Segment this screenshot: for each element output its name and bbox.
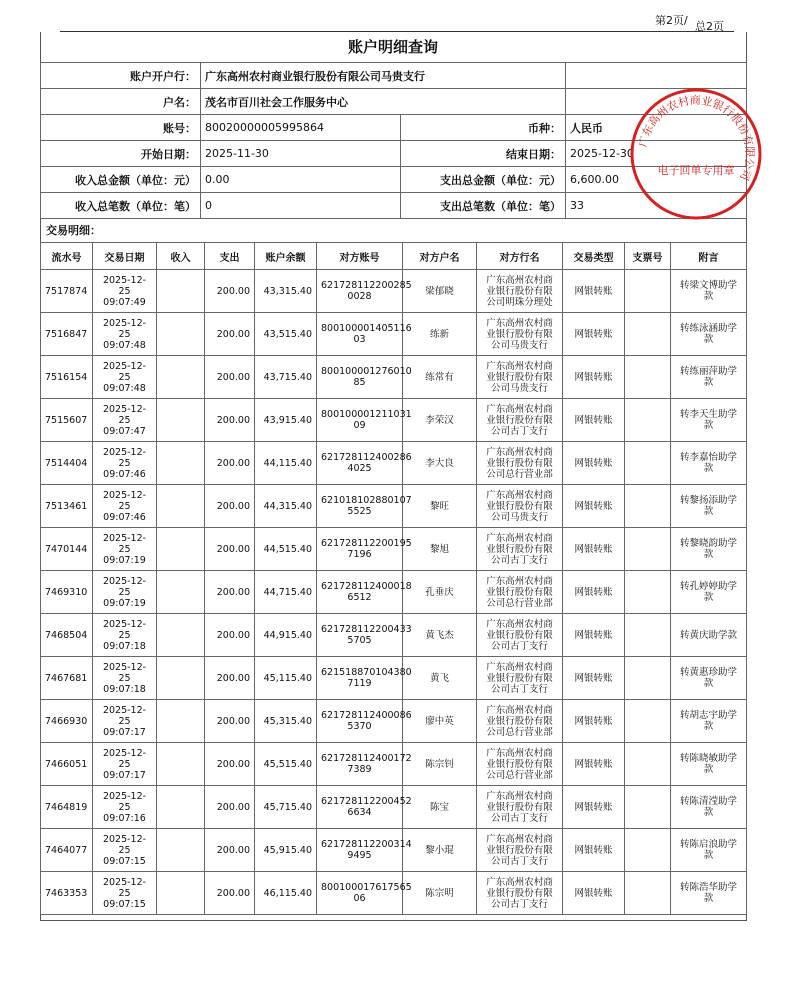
- counterparty-account: 621728112200195 7196: [317, 528, 403, 571]
- counterparty-account: 621018102880107 5525: [317, 485, 403, 528]
- counterparty-account: 621728112400286 4025: [317, 442, 403, 485]
- trade-date: 2025-12-25 09:07:46: [93, 442, 157, 485]
- transaction-type: 网银转账: [563, 528, 625, 571]
- transaction-type: 网银转账: [563, 700, 625, 743]
- expense-total-label: 支出总金额（单位：元）: [401, 167, 566, 193]
- counterparty-bank: 广东高州农村商 业银行股份有限 公司古丁支行: [477, 872, 563, 915]
- counterparty-name: 梁郁晓: [403, 270, 477, 313]
- transaction-type: 网银转账: [563, 270, 625, 313]
- memo: 转陈晓敏助学 款: [671, 743, 747, 786]
- trade-date: 2025-12-25 09:07:16: [93, 786, 157, 829]
- trade-date: 2025-12-25 09:07:46: [93, 485, 157, 528]
- counterparty-bank: 广东高州农村商 业银行股份有限 公司古丁支行: [477, 657, 563, 700]
- end-date-label: 结束日期：: [401, 141, 566, 167]
- cheque-no: [625, 657, 671, 700]
- income-amount: [157, 829, 205, 872]
- transaction-type: 网银转账: [563, 614, 625, 657]
- account-name-label: 户名：: [41, 89, 201, 115]
- trade-date: 2025-12-25 09:07:15: [93, 829, 157, 872]
- opening-bank-label: 账户开户行：: [41, 63, 201, 89]
- balance: 45,315.40: [255, 700, 317, 743]
- balance: 44,915.40: [255, 614, 317, 657]
- serial-no: 7466930: [41, 700, 93, 743]
- expense-amount: 200.00: [205, 356, 255, 399]
- serial-no: 7468504: [41, 614, 93, 657]
- counterparty-bank: 广东高州农村商 业银行股份有限 公司古丁支行: [477, 399, 563, 442]
- balance: 45,515.40: [255, 743, 317, 786]
- column-header: 附言: [671, 243, 747, 270]
- memo: 转练丽萍助学 款: [671, 356, 747, 399]
- expense-amount: 200.00: [205, 485, 255, 528]
- counterparty-name: 李荣汉: [403, 399, 477, 442]
- table-row: [41, 872, 747, 915]
- balance: 43,315.40: [255, 270, 317, 313]
- current-page: 第2页/: [655, 14, 688, 27]
- serial-no: 7466051: [41, 743, 93, 786]
- table-row: [41, 356, 747, 399]
- trade-date: 2025-12-25 09:07:48: [93, 356, 157, 399]
- table-row: [41, 786, 747, 829]
- counterparty-account: 800100001405116 03: [317, 313, 403, 356]
- trade-date: 2025-12-25 09:07:17: [93, 743, 157, 786]
- table-row: [41, 270, 747, 313]
- expense-amount: 200.00: [205, 829, 255, 872]
- serial-no: 7467681: [41, 657, 93, 700]
- memo: 转黎晓韵助学 款: [671, 528, 747, 571]
- income-amount: [157, 786, 205, 829]
- trade-date: 2025-12-25 09:07:48: [93, 313, 157, 356]
- counterparty-name: 黄飞杰: [403, 614, 477, 657]
- memo: 转梁文博助学 款: [671, 270, 747, 313]
- column-header: 账户余额: [255, 243, 317, 270]
- memo: 转练泳涵助学 款: [671, 313, 747, 356]
- transaction-type: 网银转账: [563, 313, 625, 356]
- memo: 转黎扬添助学 款: [671, 485, 747, 528]
- income-total-label: 收入总金额（单位：元）: [41, 167, 201, 193]
- counterparty-account: 621728112200433 5705: [317, 614, 403, 657]
- transaction-type: 网银转账: [563, 399, 625, 442]
- counterparty-name: 黄飞: [403, 657, 477, 700]
- column-header: 交易日期: [93, 243, 157, 270]
- counterparty-account: 621728112400172 7389: [317, 743, 403, 786]
- expense-total-value: 6,600.00: [566, 167, 747, 193]
- table-row: [41, 313, 747, 356]
- counterparty-bank: 广东高州农村商 业银行股份有限 公司古丁支行: [477, 614, 563, 657]
- memo: 转陈浩华助学 款: [671, 872, 747, 915]
- table-row: [41, 528, 747, 571]
- transaction-type: 网银转账: [563, 571, 625, 614]
- stamp-ring-text: 广东高州农村商业银行股份有限公司: [636, 93, 757, 183]
- currency-label: 币种：: [401, 115, 566, 141]
- cheque-no: [625, 571, 671, 614]
- counterparty-bank: 广东高州农村商 业银行股份有限 公司总行营业部: [477, 571, 563, 614]
- counterparty-name: 黎旺: [403, 485, 477, 528]
- balance: 43,715.40: [255, 356, 317, 399]
- expense-amount: 200.00: [205, 399, 255, 442]
- cheque-no: [625, 872, 671, 915]
- serial-no: 7464077: [41, 829, 93, 872]
- counterparty-bank: 广东高州农村商 业银行股份有限 公司古丁支行: [477, 829, 563, 872]
- counterparty-bank: 广东高州农村商 业银行股份有限 公司马贵支行: [477, 356, 563, 399]
- serial-no: 7463353: [41, 872, 93, 915]
- expense-amount: 200.00: [205, 313, 255, 356]
- counterparty-name: 陈宗明: [403, 872, 477, 915]
- cheque-no: [625, 442, 671, 485]
- income-amount: [157, 614, 205, 657]
- counterparty-account: 800100001276010 85: [317, 356, 403, 399]
- counterparty-bank: 广东高州农村商 业银行股份有限 公司总行营业部: [477, 442, 563, 485]
- cheque-no: [625, 485, 671, 528]
- balance: 43,915.40: [255, 399, 317, 442]
- counterparty-account: 800100017617565 06: [317, 872, 403, 915]
- trade-date: 2025-12-25 09:07:18: [93, 614, 157, 657]
- cheque-no: [625, 829, 671, 872]
- memo: 转陈清滢助学 款: [671, 786, 747, 829]
- counterparty-account: 621728112200452 6634: [317, 786, 403, 829]
- cheque-no: [625, 356, 671, 399]
- end-date-value: 2025-12-30: [566, 141, 747, 167]
- counterparty-bank: 广东高州农村商 业银行股份有限 公司马贵支行: [477, 313, 563, 356]
- expense-amount: 200.00: [205, 270, 255, 313]
- transaction-table: [40, 242, 747, 915]
- serial-no: 7514404: [41, 442, 93, 485]
- transaction-type: 网银转账: [563, 786, 625, 829]
- counterparty-bank: 广东高州农村商 业银行股份有限 公司总行营业部: [477, 700, 563, 743]
- trade-date: 2025-12-25 09:07:47: [93, 399, 157, 442]
- trade-date: 2025-12-25 09:07:49: [93, 270, 157, 313]
- balance: 46,115.40: [255, 872, 317, 915]
- expense-amount: 200.00: [205, 743, 255, 786]
- counterparty-account: 800100001211031 09: [317, 399, 403, 442]
- balance: 44,115.40: [255, 442, 317, 485]
- column-header: 支票号: [625, 243, 671, 270]
- cheque-no: [625, 700, 671, 743]
- table-row: [41, 614, 747, 657]
- expense-count-label: 支出总笔数（单位：笔）: [401, 193, 566, 219]
- trade-date: 2025-12-25 09:07:15: [93, 872, 157, 915]
- income-amount: [157, 700, 205, 743]
- cheque-no: [625, 614, 671, 657]
- balance: 44,715.40: [255, 571, 317, 614]
- column-header: 交易类型: [563, 243, 625, 270]
- income-amount: [157, 442, 205, 485]
- counterparty-name: 黎旭: [403, 528, 477, 571]
- column-header: 收入: [157, 243, 205, 270]
- table-row: [41, 700, 747, 743]
- column-header: 对方户名: [403, 243, 477, 270]
- bank-seal-stamp: [628, 86, 764, 222]
- serial-no: 7516847: [41, 313, 93, 356]
- income-amount: [157, 485, 205, 528]
- counterparty-bank: 广东高州农村商 业银行股份有限 公司古丁支行: [477, 786, 563, 829]
- currency-value: 人民币: [566, 115, 747, 141]
- column-header: 流水号: [41, 243, 93, 270]
- transaction-type: 网银转账: [563, 872, 625, 915]
- memo: 转李天生助学 款: [671, 399, 747, 442]
- cheque-no: [625, 528, 671, 571]
- start-date-value: 2025-11-30: [201, 141, 401, 167]
- memo: 转孔婷婷助学 款: [671, 571, 747, 614]
- serial-no: 7517874: [41, 270, 93, 313]
- total-pages: 总2页: [695, 20, 724, 33]
- balance: 45,915.40: [255, 829, 317, 872]
- income-total-value: 0.00: [201, 167, 401, 193]
- cheque-no: [625, 313, 671, 356]
- counterparty-name: 黎小琨: [403, 829, 477, 872]
- expense-amount: 200.00: [205, 528, 255, 571]
- counterparty-bank: 广东高州农村商 业银行股份有限 公司明珠分理处: [477, 270, 563, 313]
- income-amount: [157, 356, 205, 399]
- memo: 转黄庆助学款: [671, 614, 747, 657]
- serial-no: 7515607: [41, 399, 93, 442]
- account-no-value: 80020000005995864: [201, 115, 401, 141]
- table-row: [41, 571, 747, 614]
- counterparty-name: 陈宝: [403, 786, 477, 829]
- transaction-type: 网银转账: [563, 442, 625, 485]
- counterparty-account: 621728112200314 9495: [317, 829, 403, 872]
- income-amount: [157, 528, 205, 571]
- expense-amount: 200.00: [205, 700, 255, 743]
- balance: 44,515.40: [255, 528, 317, 571]
- serial-no: 7513461: [41, 485, 93, 528]
- table-row: [41, 485, 747, 528]
- cheque-no: [625, 786, 671, 829]
- stamp-center-text: 电子回单专用章: [657, 164, 735, 177]
- stamp-outer-ring: [632, 90, 760, 218]
- expense-amount: 200.00: [205, 786, 255, 829]
- expense-amount: 200.00: [205, 614, 255, 657]
- trade-date: 2025-12-25 09:07:18: [93, 657, 157, 700]
- transaction-type: 网银转账: [563, 743, 625, 786]
- cheque-no: [625, 743, 671, 786]
- counterparty-name: 练常有: [403, 356, 477, 399]
- transaction-header-row: [41, 243, 747, 270]
- income-amount: [157, 399, 205, 442]
- transaction-type: 网银转账: [563, 485, 625, 528]
- table-row: [41, 399, 747, 442]
- table-row: [41, 743, 747, 786]
- income-amount: [157, 872, 205, 915]
- income-amount: [157, 657, 205, 700]
- expense-count-value: 33: [566, 193, 747, 219]
- counterparty-name: 练新: [403, 313, 477, 356]
- income-amount: [157, 743, 205, 786]
- memo: 转李嘉怡助学 款: [671, 442, 747, 485]
- column-header: 对方账号: [317, 243, 403, 270]
- expense-amount: 200.00: [205, 571, 255, 614]
- table-row: [41, 442, 747, 485]
- counterparty-account: 621728112400018 6512: [317, 571, 403, 614]
- income-amount: [157, 313, 205, 356]
- counterparty-bank: 广东高州农村商 业银行股份有限 公司总行营业部: [477, 743, 563, 786]
- income-count-label: 收入总笔数（单位：笔）: [41, 193, 201, 219]
- serial-no: 7470144: [41, 528, 93, 571]
- memo: 转陈启浪助学 款: [671, 829, 747, 872]
- counterparty-account: 621728112400086 5370: [317, 700, 403, 743]
- account-name-value: 茂名市百川社会工作服务中心: [201, 89, 566, 115]
- cheque-no: [625, 399, 671, 442]
- trade-date: 2025-12-25 09:07:17: [93, 700, 157, 743]
- memo: 转胡志宇助学 款: [671, 700, 747, 743]
- transaction-type: 网银转账: [563, 657, 625, 700]
- page-title: 账户明细查询: [40, 32, 746, 63]
- counterparty-bank: 广东高州农村商 业银行股份有限 公司古丁支行: [477, 528, 563, 571]
- counterparty-name: 李大良: [403, 442, 477, 485]
- counterparty-name: 孔垂庆: [403, 571, 477, 614]
- serial-no: 7516154: [41, 356, 93, 399]
- balance: 45,715.40: [255, 786, 317, 829]
- table-row: [41, 657, 747, 700]
- balance: 45,115.40: [255, 657, 317, 700]
- account-no-label: 账号：: [41, 115, 201, 141]
- cheque-no: [625, 270, 671, 313]
- expense-amount: 200.00: [205, 872, 255, 915]
- income-amount: [157, 270, 205, 313]
- counterparty-account: 621518870104380 7119: [317, 657, 403, 700]
- counterparty-bank: 广东高州农村商 业银行股份有限 公司马贵支行: [477, 485, 563, 528]
- balance: 44,315.40: [255, 485, 317, 528]
- transaction-type: 网银转账: [563, 829, 625, 872]
- counterparty-name: 廖中英: [403, 700, 477, 743]
- counterparty-account: 621728112200285 0028: [317, 270, 403, 313]
- table-row: [41, 829, 747, 872]
- transaction-detail-heading: 交易明细：: [46, 224, 101, 237]
- memo: 转黄惠珍助学 款: [671, 657, 747, 700]
- expense-amount: 200.00: [205, 442, 255, 485]
- start-date-label: 开始日期：: [41, 141, 201, 167]
- opening-bank-value: 广东高州农村商业银行股份有限公司马贵支行: [201, 63, 566, 89]
- balance: 43,515.40: [255, 313, 317, 356]
- expense-amount: 200.00: [205, 657, 255, 700]
- income-amount: [157, 571, 205, 614]
- column-header: 支出: [205, 243, 255, 270]
- trade-date: 2025-12-25 09:07:19: [93, 571, 157, 614]
- trade-date: 2025-12-25 09:07:19: [93, 528, 157, 571]
- counterparty-name: 陈宗钊: [403, 743, 477, 786]
- column-header: 对方行名: [477, 243, 563, 270]
- transaction-type: 网银转账: [563, 356, 625, 399]
- serial-no: 7464819: [41, 786, 93, 829]
- serial-no: 7469310: [41, 571, 93, 614]
- income-count-value: 0: [201, 193, 401, 219]
